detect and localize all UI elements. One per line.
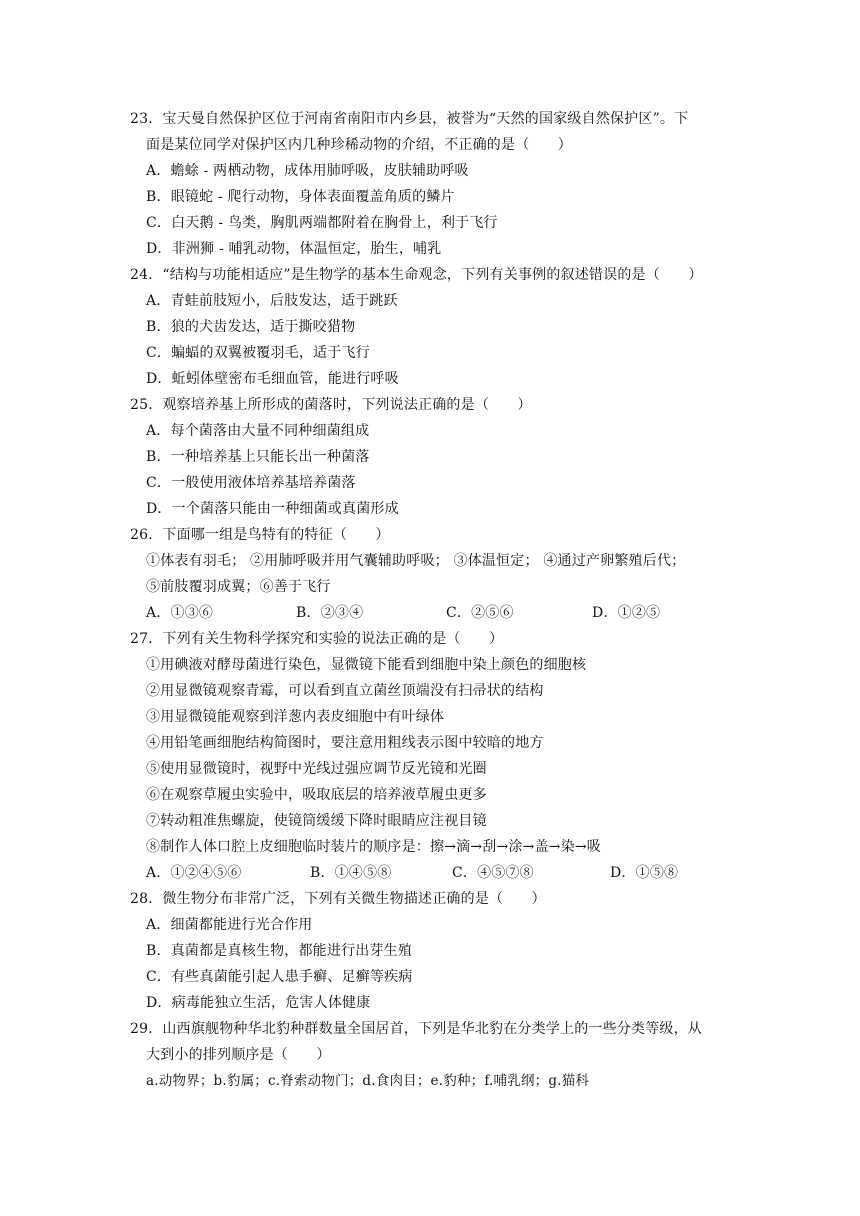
q27-stem: 27．下列有关生物科学探究和实验的说法正确的是（ ） <box>130 631 504 647</box>
q27-item-7: ⑦转动粗准焦螺旋，使镜筒缓缓下降时眼睛应注视目镜 <box>146 813 487 829</box>
q29-stem-line2: 大到小的排列顺序是（ ） <box>146 1047 331 1063</box>
q24-option-c: C．蝙蝠的双翼被覆羽毛，适于飞行 <box>146 345 370 361</box>
q29-items: a.动物界；b.豹属；c.脊索动物门；d.食肉目；e.豹种；f.哺乳纲；g.猫科 <box>146 1073 590 1089</box>
q27-item-6: ⑥在观察草履虫实验中，吸取底层的培养液草履虫更多 <box>146 787 487 803</box>
q23-stem-line1: 23．宝天曼自然保护区位于河南省南阳市内乡县，被誉为“天然的国家级自然保护区”。下 <box>130 111 689 127</box>
q27-item-1: ①用碘液对酵母菌进行染色，显微镜下能看到细胞中染上颜色的细胞核 <box>146 657 587 673</box>
q25-option-b: B．一种培养基上只能长出一种菌落 <box>146 449 370 465</box>
q25-option-d: D．一个菌落只能由一种细菌或真菌形成 <box>146 501 399 517</box>
q28-option-d: D．病毒能独立生活，危害人体健康 <box>146 995 371 1011</box>
q28-option-a: A．细菌都能进行光合作用 <box>146 917 313 933</box>
q27-option-d: D．①⑤⑧ <box>610 865 679 881</box>
q27-item-8: ⑧制作人体口腔上皮细胞临时装片的顺序是：擦→滴→刮→涂→盖→染→吸 <box>146 839 601 855</box>
q24-option-a: A．青蛙前肢短小，后肢发达，适于跳跃 <box>146 293 398 309</box>
q24-option-d: D．蚯蚓体壁密布毛细血管，能进行呼吸 <box>146 371 399 387</box>
q24-option-b: B．狼的犬齿发达，适于撕咬猎物 <box>146 319 356 335</box>
q25-option-c: C．一般使用液体培养基培养菌落 <box>146 475 356 491</box>
q26-stem: 26．下面哪一组是鸟特有的特征（ ） <box>130 527 390 543</box>
q23-option-a: A．蟾蜍 - 两栖动物，成体用肺呼吸，皮肤辅助呼吸 <box>146 163 469 179</box>
q26-option-c: C．②⑤⑥ <box>446 605 514 621</box>
q27-option-a: A．①②④⑤⑥ <box>146 865 242 881</box>
q27-item-2: ②用显微镜观察青霉，可以看到直立菌丝顶端没有扫帚状的结构 <box>146 683 544 699</box>
q26-option-b: B．②③④ <box>296 605 364 621</box>
q27-option-b: B．①④⑤⑧ <box>310 865 392 881</box>
q25-stem: 25．观察培养基上所形成的菌落时，下列说法正确的是（ ） <box>130 397 532 413</box>
q26-option-d: D．①②⑤ <box>592 605 661 621</box>
q27-item-4: ④用铅笔画细胞结构简图时，要注意用粗线表示图中较暗的地方 <box>146 735 544 751</box>
q28-option-c: C．有些真菌能引起人患手癣、足癣等疾病 <box>146 969 413 985</box>
q27-option-c: C．④⑤⑦⑧ <box>452 865 534 881</box>
q23-option-c: C．白天鹅 - 鸟类，胸肌两端都附着在胸骨上，利于飞行 <box>146 215 498 231</box>
q27-item-3: ③用显微镜能观察到洋葱内表皮细胞中有叶绿体 <box>146 709 445 725</box>
q26-items-line2: ⑤前肢覆羽成翼；⑥善于飞行 <box>146 579 331 595</box>
q23-option-b: B．眼镜蛇 - 爬行动物，身体表面覆盖角质的鳞片 <box>146 189 455 205</box>
q28-option-b: B．真菌都是真核生物，都能进行出芽生殖 <box>146 943 413 959</box>
q26-option-a: A．①③⑥ <box>146 605 214 621</box>
q24-stem: 24．“结构与功能相适应”是生物学的基本生命观念，下列有关事例的叙述错误的是（ ） <box>130 267 703 283</box>
q28-stem: 28．微生物分布非常广泛，下列有关微生物描述正确的是（ ） <box>130 891 546 907</box>
q23-option-d: D．非洲狮 - 哺乳动物，体温恒定，胎生，哺乳 <box>146 241 442 257</box>
q25-option-a: A．每个菌落由大量不同种细菌组成 <box>146 423 370 439</box>
q23-stem-line2: 面是某位同学对保护区内几种珍稀动物的介绍，不正确的是（ ） <box>146 137 572 153</box>
q27-item-5: ⑤使用显微镜时，视野中光线过强应调节反光镜和光圈 <box>146 761 487 777</box>
q26-items-line1: ①体表有羽毛； ②用肺呼吸并用气囊辅助呼吸； ③体温恒定； ④通过产卵繁殖后代； <box>146 553 686 569</box>
q29-stem-line1: 29．山西旗舰物种华北豹种群数量全国居首，下列是华北豹在分类学上的一些分类等级，从 <box>130 1021 703 1037</box>
